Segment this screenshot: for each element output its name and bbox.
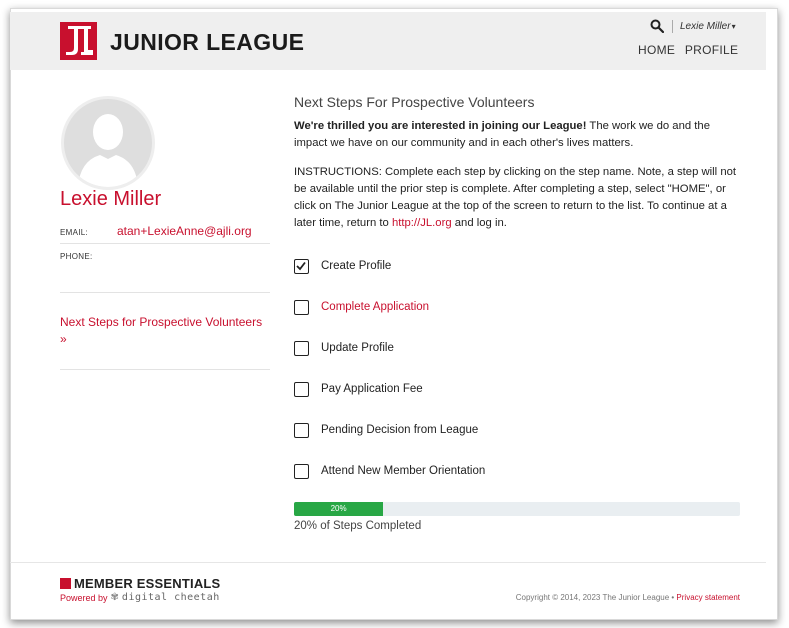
nav-home[interactable]: HOME xyxy=(638,43,676,57)
copyright-text: Copyright © 2014, 2023 The Junior League • xyxy=(515,593,675,602)
progress-bar xyxy=(294,502,740,516)
step-pending-decision xyxy=(294,421,478,439)
user-menu-name: Lexie Miller xyxy=(680,21,731,32)
step-label: Pay Application Fee xyxy=(321,383,423,395)
top-header xyxy=(10,12,766,70)
user-menu[interactable] xyxy=(680,21,736,32)
jl-org-link[interactable]: http://JL.org xyxy=(391,217,452,229)
instructions-end: and log in. xyxy=(451,217,507,229)
divider xyxy=(60,243,270,244)
vendor-name[interactable]: digital cheetah xyxy=(121,592,220,603)
site-logo-text[interactable]: JUNIOR LEAGUE xyxy=(110,29,305,55)
member-essentials-logo-icon xyxy=(60,578,71,589)
step-update-profile xyxy=(294,339,394,357)
junior-league-logo-icon[interactable] xyxy=(60,22,97,60)
step-label: Create Profile xyxy=(321,260,392,272)
divider xyxy=(60,369,270,370)
footer-brand-text: MEMBER ESSENTIALS xyxy=(74,576,221,591)
email-value[interactable]: atan+LexieAnne@ajli.org xyxy=(117,224,252,238)
footer-brand xyxy=(60,576,220,591)
header-divider xyxy=(672,20,673,33)
instructions-paragraph xyxy=(294,164,744,232)
side-link-next-steps[interactable]: Next Steps for Prospective Volunteers » xyxy=(60,315,263,346)
checkbox xyxy=(294,423,309,438)
privacy-link[interactable]: Privacy statement xyxy=(676,593,740,602)
checkbox xyxy=(294,382,309,397)
search-icon[interactable] xyxy=(650,19,664,33)
divider xyxy=(60,292,270,293)
phone-label: PHONE: xyxy=(60,252,93,261)
step-pay-application-fee xyxy=(294,380,423,398)
main-nav xyxy=(638,43,744,57)
step-label: Attend New Member Orientation xyxy=(321,465,486,477)
paw-icon: ✾ xyxy=(110,592,119,603)
email-label: EMAIL: xyxy=(60,228,89,237)
instructions-text: INSTRUCTIONS: Complete each step by clicking on the step name. Note, a step will not be available until the prior step is complete. After completing a step, select "HOME", or click on The Junior League at the top of the screen to return to the list. To continue at a later time, return to xyxy=(294,166,737,229)
step-attend-orientation xyxy=(294,462,485,480)
checkbox-checked[interactable] xyxy=(294,259,309,274)
step-label-link[interactable]: Complete Application xyxy=(321,301,430,313)
step-complete-application[interactable] xyxy=(294,298,429,316)
checkbox xyxy=(294,341,309,356)
progress-caption: 20% of Steps Completed xyxy=(294,520,422,532)
caret-down-icon: ▾ xyxy=(731,22,736,31)
user-silhouette-icon xyxy=(64,99,152,187)
step-label: Pending Decision from League xyxy=(321,424,479,436)
profile-name: Lexie Miller xyxy=(60,188,162,210)
checkbox xyxy=(294,464,309,479)
powered-by xyxy=(60,592,220,603)
checkbox[interactable] xyxy=(294,300,309,315)
nav-profile[interactable]: PROFILE xyxy=(684,43,739,57)
progress-fill: 20% xyxy=(294,502,383,516)
page-title: Next Steps For Prospective Volunteers xyxy=(294,94,535,110)
copyright xyxy=(516,593,740,602)
footer-divider xyxy=(10,562,766,563)
intro-text: The work we do and the impact we have on our community and in each other's lives matters. xyxy=(294,120,710,149)
powered-by-label: Powered by xyxy=(60,592,108,603)
intro-paragraph xyxy=(294,118,744,152)
intro-bold: We're thrilled you are interested in joining our League! xyxy=(294,120,587,132)
step-label: Update Profile xyxy=(321,342,394,354)
step-create-profile[interactable] xyxy=(294,257,391,275)
avatar xyxy=(61,96,155,190)
checkmark-icon xyxy=(296,261,306,271)
